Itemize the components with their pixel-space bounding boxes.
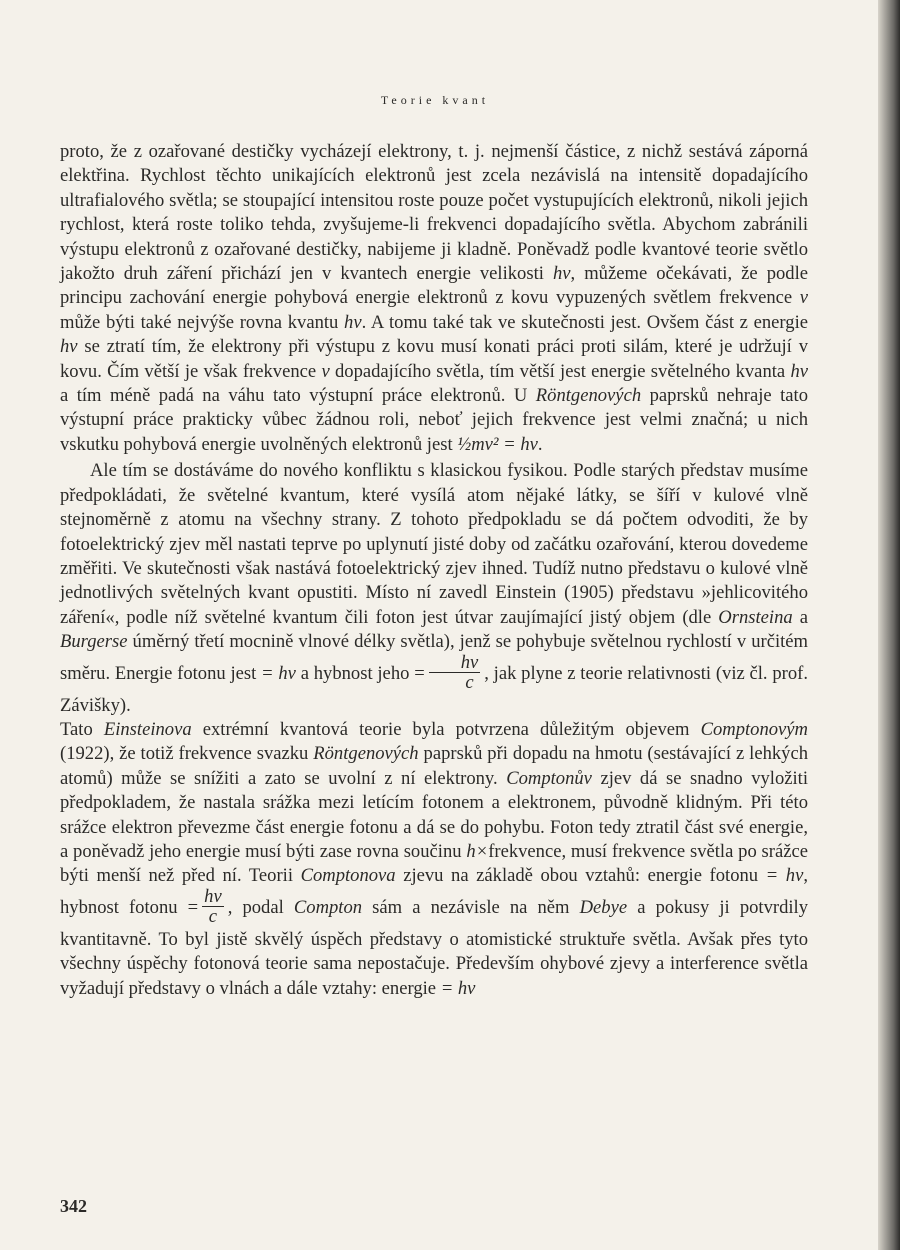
page-number: 342 [60,1196,87,1216]
text: . [537,433,543,455]
symbol-hv: hv [552,263,571,285]
text: a tím méně padá na váhu tato výstupní práce elektronů. U [60,385,536,407]
italic-name: Comptonův [506,767,592,789]
text: . A tomu také tak ve skutečnosti jest. Ovšem část z energie [361,311,808,333]
italic-name: Comptonova [300,865,396,887]
symbol-nu: v [321,360,330,382]
equals-sign: = [414,662,425,684]
italic-name: Einsteinova [103,718,192,740]
text: a [792,606,808,628]
momentum-fraction [202,887,224,926]
text: zjev dá se snadno vyložiti předpokladem, že nastala srážka mezi letícím fotonem a elektronem, původně klidným. Při této srážce elektron převezme část energie fotonu a dá se do pohybu. Foton tedy ztratil část své energie, a poněvadž jeho energie musí býti zase rovna součinu [60,767,809,862]
text: , můžeme očekávati, že podle principu zachování energie pohybová energie elektronů z kovu vypuzených světlem frekvence [60,263,808,309]
equals-sign: = [187,896,199,918]
text: se ztratí tím, že elektrony při výstupu z kovu musí konati práci proti silám, které je udržují v kovu. Čím větší je však frekvence [60,336,808,382]
symbol-hv: hv [344,311,362,333]
paragraph-1 [60,140,808,457]
fraction-numerator: hv [204,885,222,907]
text: zjevu na základě obou vztahů: energie fotonu [395,865,766,887]
energy-equation: = hv [765,865,804,887]
energy-equation: = hv [440,977,476,999]
text: Tato [60,718,104,740]
text: úměrný třetí mocnině vlnové délky světla), jenž se pohybuje světelnou rychlostí v určitém směru. Energie fotonu jest [60,631,808,684]
energy-equation: = hv [261,662,296,684]
text: paprsků nehraje tato výstupní práce prakticky vůbec žádnou roli, neboť jejich frekvence jest velmi značná; u nich vskutku pohybová energie uvolněných elektronů jest [60,385,809,455]
text: sám a nezávisle na něm [362,896,580,918]
italic-name: Compton [293,896,363,918]
fraction-denominator: c [465,671,474,693]
text: a hybnost jeho [295,662,415,684]
momentum-fraction [429,653,481,692]
text: , hybnost fotonu [60,865,809,918]
italic-term: Röntgenových [313,743,419,765]
kinetic-energy-formula: ½mv² = hv [457,433,538,455]
text: Ale tím se dostáváme do nového konfliktu s klasickou fysikou. Podle starých představ musíme předpokládati, že světelné kvantum, které vysílá atom nějaké látky, se šíří v kulové vlně stejnoměrně z atomu na všechny strany. Z tohoto předpokladu se dá počtem odvoditi, že by fotoelektrický zjev měl nastati teprve po uplynutí jisté doby od začátku ozařování, kterou dovedeme změřiti. Ve skutečnosti však nastává fotoelektrický zjev ihned. Tudíž nutno představu o kulové vlně jednotlivých světelných kvant opustiti. Místo ní zavedl Einstein (1905) představu »jehlicovitého záření«, podle níž světelné kvantum čili foton jest útvar zaujímající jistý objem (dle [60,460,808,628]
symbol-h-times: h× [466,840,489,862]
text: , jak plyne z teorie relativnosti (viz čl. prof. Závišky). [60,662,808,716]
symbol-hv: hv [790,360,808,382]
italic-term: Röntgenových [535,385,642,407]
page-body [60,140,808,1001]
paragraph-3 [60,718,808,1001]
running-head: Teorie kvant [380,93,490,107]
italic-name: Debye [579,896,628,918]
text: frekvence, musí frekvence světla po srážce býti menší než před ní. Teorii [60,840,808,887]
text: a pokusy ji potvrdily kvantitavně. To byl jistě skvělý úspěch představy o atomistické struktuře světla. Avšak přes tyto všechny úspěchy fotonová teorie sama nepostačuje. Především ohybové zjevy a interference světla vyžadují představy o vlnách a dále vztahy: energie [60,896,808,999]
text: (1922), že totiž frekvence svazku [60,743,314,765]
italic-name: Burgerse [60,631,128,653]
text: , podal [227,896,294,918]
symbol-nu: v [799,287,808,309]
paragraph-2 [60,459,808,718]
text: dopadajícího světla, tím větší jest energie světelného kvanta [329,360,791,382]
text: může býti také nejvýše rovna kvantu [60,311,345,333]
fraction-numerator: hv [429,653,481,673]
text: paprsků při dopadu na hmotu (sestávající z lehkých atomů) může se snížiti a zato se uvolní z ní elektrony. [60,743,809,789]
text: extrémní kvantová teorie byla potvrzena důležitým objevem [191,718,701,740]
italic-name: Ornsteina [718,606,793,628]
page-edge-shadow [878,0,900,1250]
text: proto, že z ozařované destičky vycházejí elektrony, t. j. nejmenší částice, z nichž sestává záporná elektřina. Rychlost těchto unikajících elektronů jest zcela nezávislá na intensitě dopadajícího ultrafialového světla; se stoupající intensitou roste pouze počet vystupujících elektronů, nikoli jejich rychlost, která roste toliko tehda, zvyšujeme-li frekvenci dopadajícího světla. Abychom zabránili výstupu elektronů z ozařované destičky, nabijeme ji kladně. Poněvadž podle kvantové teorie světlo jakožto druh záření přichází jen v kvantech energie velikosti [60,141,808,285]
fraction-denominator: c [208,905,218,927]
symbol-hv: hv [60,336,78,358]
italic-name: Comptonovým [700,718,808,740]
